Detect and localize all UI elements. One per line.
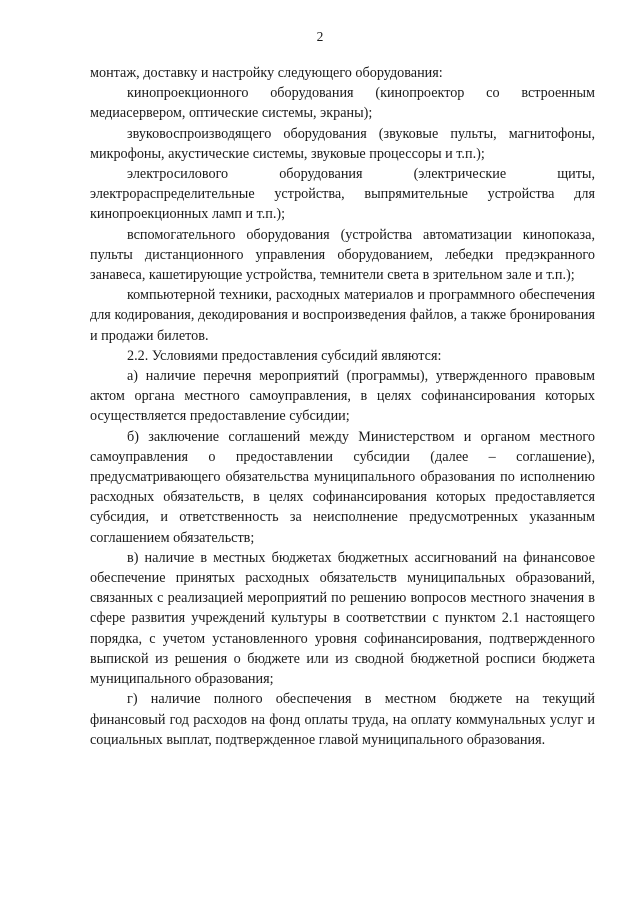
paragraph-computer-equipment: компьютерной техники, расходных материалов и программного обеспечения для кодирования, декодирования и воспроизведения файлов, а также бронирования и продажи билетов. xyxy=(90,287,595,344)
condition-g: г) наличие полного обеспечения в местном бюджете на текущий финансовый год расходов на фонд оплаты труда, на оплату коммунальных услуг и социальных выплат, подтвержденное главой муниципального образования. xyxy=(90,691,595,748)
condition-a: а) наличие перечня мероприятий (программы), утвержденного правовым актом органа местного самоуправления, в целях софинансирования которых осуществляется предоставление субсидии; xyxy=(90,368,595,425)
condition-b: б) заключение соглашений между Министерством и органом местного самоуправления о предоставлении субсидии (далее – соглашение), предусматривающего обязательства муниципального образования по исполнению расходных обязательств, в целях софинансирования которых предоставляется субсидия, и ответственность за неисполнение предусмотренных указанным соглашением обязательств; xyxy=(90,428,595,546)
page-number: 2 xyxy=(316,29,324,44)
condition-v: в) наличие в местных бюджетах бюджетных ассигнований на финансовое обеспечение принятых расходных обязательств муниципальных образований, связанных с реализацией мероприятий по решению вопросов местного значения в сфере развития учреждений культуры в соответствии с пунктом 2.1 настоящего порядка, с учетом установленного уровня софинансирования, подтвержденного выпиской из решения о бюджете или из сводной бюджетной росписи бюджета муниципального образования; xyxy=(90,549,595,688)
paragraph-power-equipment: электросилового оборудования (электрические щиты, электрораспределительные устройства, выпрямительные устройства для кинопроекционных ламп и т.п.); xyxy=(90,166,595,223)
paragraph-sound-equipment: звуковоспроизводящего оборудования (звуковые пульты, магнитофоны, микрофоны, акустические системы, звуковые процессоры и т.п.); xyxy=(90,125,595,162)
paragraph-projection-equipment: кинопроекционного оборудования (кинопроектор со встроенным медиасервером, оптические системы, экраны); xyxy=(90,85,595,122)
paragraph-intro: монтаж, доставку и настройку следующего оборудования: xyxy=(90,65,443,81)
document-body xyxy=(90,63,595,750)
section-heading-2-2: 2.2. Условиями предоставления субсидий являются: xyxy=(127,347,442,364)
paragraph-auxiliary-equipment: вспомогательного оборудования (устройства автоматизации кинопоказа, пульты дистанционного управления оборудованием, лебедки предэкранного занавеса, кашетирующие устройства, темнители света в зрительном зале и т.п.); xyxy=(90,226,595,284)
